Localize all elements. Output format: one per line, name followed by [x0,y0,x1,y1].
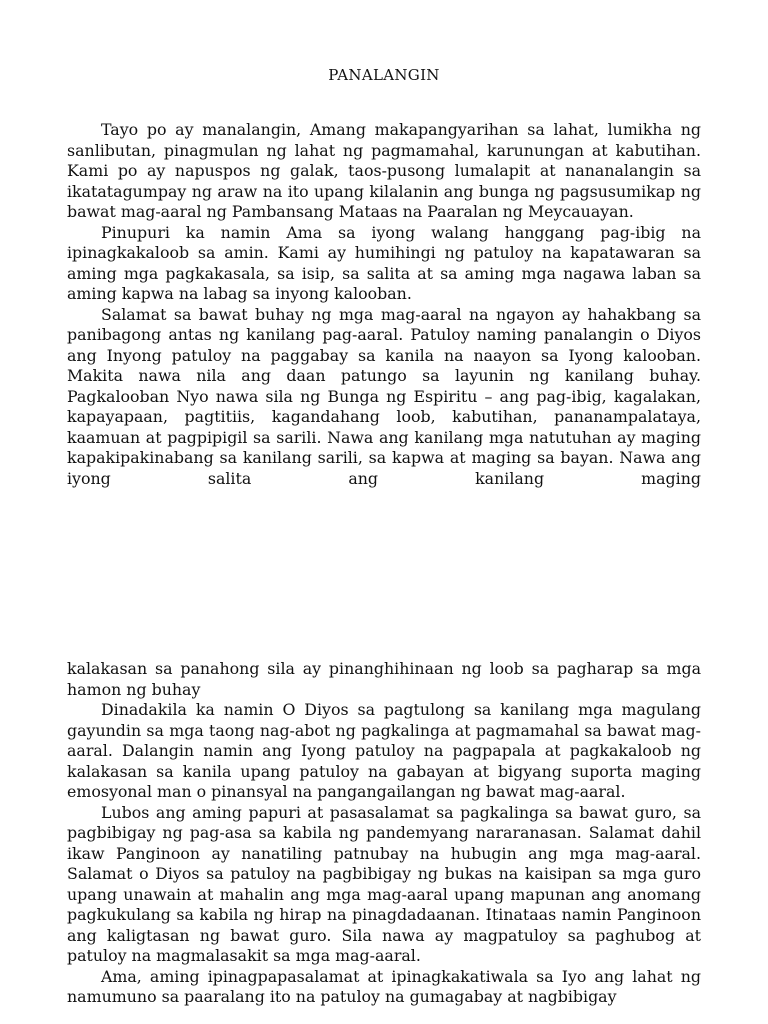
paragraph: Ama, aming ipinagpapasalamat at ipinagkakatiwala sa Iyo ang lahat ng namumuno sa paaralang ito na patuloy na gumagabay at nagbibigay [67,966,701,1006]
paragraph: Tayo po ay manalangin, Amang makapangyarihan sa lahat, lumikha ng sanlibutan, pinagmulan ng lahat ng pagmamahal, karunungan at kabutihan. Kami po ay napuspos ng galak, taos-pusong lumalapit at nananalangin sa ikatatagumpay ng araw na ito upang kilalanin ang bunga ng pagsusumikap ng bawat mag-aaral ng Pambansang Mataas na Paaralan ng Meycauayan. [67,120,701,221]
paragraph: Salamat sa bawat buhay ng mga mag-aaral na ngayon ay hahakbang sa panibagong antas ng kanilang pag-aaral. Patuloy naming panalangin o Diyos ang Inyong patuloy na paggabay sa kanila na naayon sa Iyong kalooban. Makita nawa nila ang daan patungo sa layunin ng kanilang buhay. Pagkalooban Nyo nawa sila ng Bunga ng Espiritu – ang pag-ibig, kagalakan, kapayapaan, pagtitiis, kagandahang loob, kabutihan, pananampalataya, kaamuan at pagpipigil sa sarili. Nawa ang kanilang mga natutuhan ay maging kapakipakinabang sa kanilang sarili, sa kapwa at maging sa bayan. Nawa ang iyong salita ang kanilang maging [67,304,701,488]
text-block-top [67,120,701,489]
paragraph: Dinadakila ka namin O Diyos sa pagtulong sa kanilang mga magulang gayundin sa mga taong nag-abot ng pagkalinga at pagmamahal sa bawat mag-aaral. Dalangin namin ang Iyong patuloy na pagpapala at pagkakaloob ng kalakasan sa kanila upang patuloy na gabayan at bigyang suporta maging emosyonal man o pinansyal na pangangailangan ng bawat mag-aaral. [67,700,701,801]
paragraph: Pinupuri ka namin Ama sa iyong walang hanggang pag-ibig na ipinagkakaloob sa amin. Kami ay humihingi ng patuloy na kapatawaran sa aming mga pagkakasala, sa isip, sa salita at sa aming mga nagawa laban sa aming kapwa na labag sa inyong kalooban. [67,222,701,303]
paragraph: kalakasan sa panahong sila ay pinanghihinaan ng loob sa pagharap sa mga hamon ng buhay [67,659,701,699]
paragraph: Lubos ang aming papuri at pasasalamat sa pagkalinga sa bawat guro, sa pagbibigay ng pag-asa sa kabila ng pandemyang nararanasan. Salamat dahil ikaw Panginoon ay nanatiling patnubay na hubugin ang mga mag-aaral. Salamat o Diyos sa patuloy na pagbibigay ng bukas na kaisipan sa mga guro upang unawain at mahalin ang mga mag-aaral upang mapunan ang anomang pagkukulang sa kabila ng hirap na pinagdadaanan. Itinataas namin Panginoon ang kaligtasan ng bawat guro. Sila nawa ay magpatuloy sa paghubog at patuloy na magmalasakit sa mga mag-aaral. [67,802,701,965]
text-block-bottom [67,659,701,1008]
page-title: PANALANGIN [328,66,440,84]
